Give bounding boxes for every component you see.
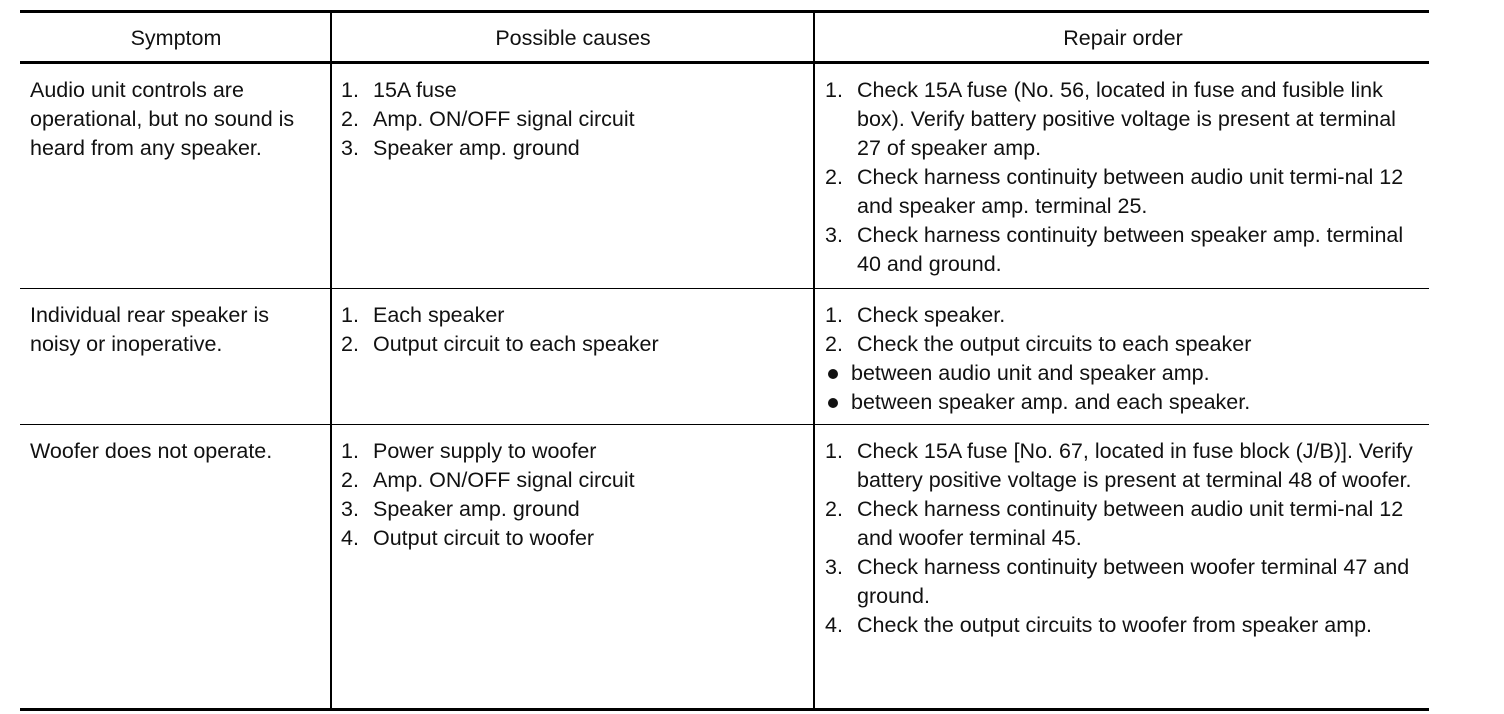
header-repair-order: Repair order <box>813 13 1429 61</box>
header-row <box>20 13 1429 64</box>
repair-text: Check harness continuity between audio unit termi-nal 12 and woofer terminal 45. <box>857 497 1404 550</box>
list-item <box>341 134 805 163</box>
cause-text: 15A fuse <box>373 78 457 102</box>
table-row <box>20 289 1429 425</box>
item-number: 4. <box>825 613 843 637</box>
bullet-item <box>825 388 1421 417</box>
header-possible-causes: Possible causes <box>330 13 813 61</box>
diagnosis-table <box>20 10 1429 711</box>
item-number: 1. <box>341 439 359 463</box>
causes-cell <box>330 289 813 424</box>
item-number: 1. <box>341 303 359 327</box>
cause-text: Amp. ON/OFF signal circuit <box>373 107 635 131</box>
bullet-text: between audio unit and speaker amp. <box>851 361 1210 385</box>
repair-cell <box>813 289 1429 424</box>
list-item <box>341 495 805 524</box>
item-number: 2. <box>341 332 359 356</box>
repair-text: Check speaker. <box>857 303 1006 327</box>
item-number: 1. <box>825 78 843 102</box>
item-number: 2. <box>341 468 359 492</box>
repair-text: Check harness continuity between speaker amp. terminal 40 and ground. <box>857 223 1404 276</box>
list-item <box>825 76 1421 163</box>
list-item <box>341 466 805 495</box>
cause-text: Speaker amp. ground <box>373 136 580 160</box>
repair-cell <box>813 425 1429 708</box>
list-item <box>341 76 805 105</box>
symptom-cell: Individual rear speaker is noisy or inoperative. <box>30 303 270 356</box>
item-number: 4. <box>341 526 359 550</box>
repair-text: Check 15A fuse (No. 56, located in fuse and fusible link box). Verify battery positive voltage is present at terminal 27 of speaker amp. <box>857 78 1396 160</box>
table-row <box>20 425 1429 708</box>
cause-text: Amp. ON/OFF signal circuit <box>373 468 635 492</box>
bullet-item <box>825 359 1421 388</box>
repair-cell <box>813 64 1429 288</box>
list-item <box>341 437 805 466</box>
item-number: 3. <box>341 497 359 521</box>
item-number: 3. <box>341 136 359 160</box>
item-number: 2. <box>825 497 843 521</box>
symptom-cell: Audio unit controls are operational, but no sound is heard from any speaker. <box>30 78 295 160</box>
cause-text: Output circuit to woofer <box>373 526 595 550</box>
item-number: 2. <box>341 107 359 131</box>
item-number: 1. <box>825 439 843 463</box>
list-item <box>825 611 1421 640</box>
item-number: 2. <box>825 165 843 189</box>
repair-text: Check harness continuity between woofer terminal 47 and ground. <box>857 555 1410 608</box>
list-item <box>825 437 1421 495</box>
cause-text: Each speaker <box>373 303 505 327</box>
list-item <box>825 301 1421 330</box>
causes-cell <box>330 425 813 708</box>
list-item <box>825 163 1421 221</box>
item-number: 1. <box>825 303 843 327</box>
repair-text: Check the output circuits to woofer from speaker amp. <box>857 613 1373 637</box>
cause-text: Power supply to woofer <box>373 439 597 463</box>
cause-text: Speaker amp. ground <box>373 497 580 521</box>
item-number: 3. <box>825 555 843 579</box>
bullet-icon <box>825 388 851 417</box>
cause-text: Output circuit to each speaker <box>373 332 659 356</box>
list-item <box>341 524 805 553</box>
item-number: 2. <box>825 332 843 356</box>
bullet-text: between speaker amp. and each speaker. <box>851 390 1251 414</box>
list-item <box>341 330 805 359</box>
causes-cell <box>330 64 813 288</box>
list-item <box>825 495 1421 553</box>
repair-text: Check harness continuity between audio unit termi-nal 12 and speaker amp. terminal 25. <box>857 165 1404 218</box>
item-number: 1. <box>341 78 359 102</box>
repair-text: Check 15A fuse [No. 67, located in fuse block (J/B)]. Verify battery positive voltage is present at terminal 48 of woofer. <box>857 439 1413 492</box>
symptom-cell: Woofer does not operate. <box>30 439 273 463</box>
list-item <box>825 553 1421 611</box>
header-symptom: Symptom <box>130 25 222 50</box>
table-row <box>20 64 1429 289</box>
bullet-icon <box>825 359 851 388</box>
list-item <box>341 301 805 330</box>
list-item <box>825 330 1421 359</box>
list-item <box>825 221 1421 279</box>
list-item <box>341 105 805 134</box>
item-number: 3. <box>825 223 843 247</box>
repair-text: Check the output circuits to each speaker <box>857 332 1252 356</box>
